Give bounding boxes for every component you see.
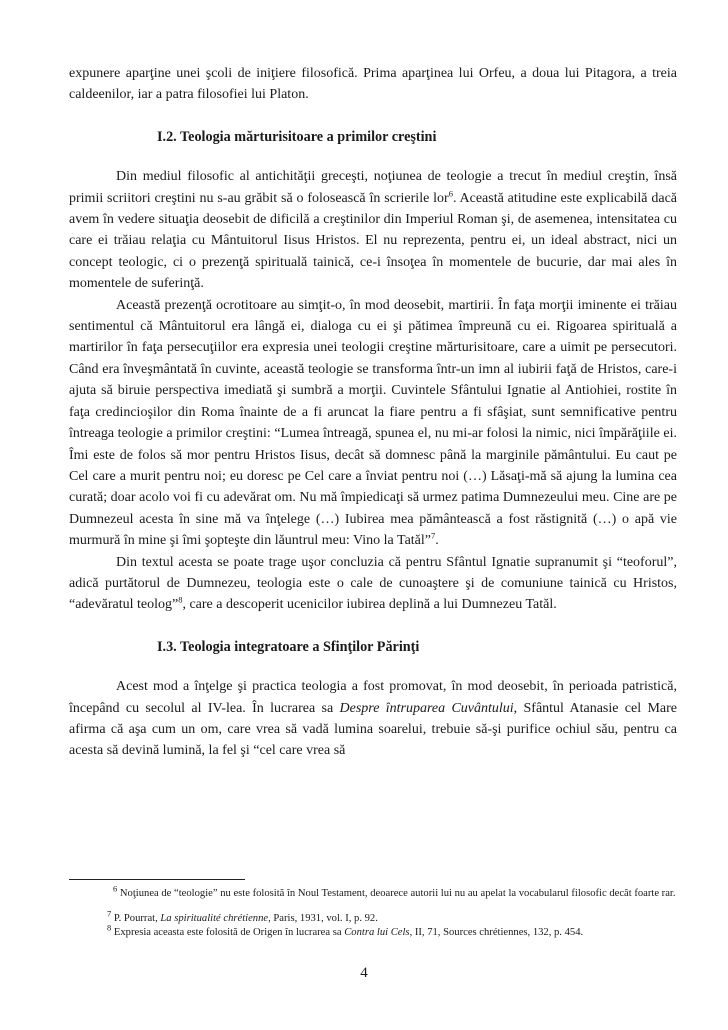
footnote-text: P. Pourrat,	[111, 912, 161, 924]
footnote-text: , II, 71, Sources chrétiennes, 132, p. 454.	[409, 927, 584, 938]
footnote-7	[69, 907, 677, 927]
work-title: Despre întruparea Cuvântului	[339, 700, 514, 716]
intro-paragraph: expunere aparţine unei şcoli de iniţiere filosofică. Prima aparţinea lui Orfeu, a doua lui Pitagora, a treia caldeenilor, iar a patra filosofiei lui Platon.	[69, 66, 677, 103]
paragraph-text: .	[435, 533, 439, 549]
footnotes	[69, 883, 677, 941]
footnote-text: , Paris, 1931, vol. I, p. 92.	[268, 912, 378, 924]
footnote-text: Expresia aceasta este folosită de Origen în lucrarea sa	[111, 927, 345, 938]
page-number: 4	[360, 965, 368, 981]
section-heading-1-3: I.3. Teologia integratoare a Sfinţilor Părinţi	[157, 638, 420, 655]
paragraph-text: , Sfântul Atanasie cel Mare afirma că aşa cum un om, care vrea să vadă lumina soarelui, trebuie să-şi purifice ochiul său, pentru ca acesta să devină lumină, la fel şi “cel care vrea să	[69, 700, 677, 759]
page-body	[69, 63, 677, 762]
section-2-paragraph-1	[69, 166, 677, 294]
section-2-paragraph-2	[69, 295, 677, 552]
paragraph-text: Din mediul filosofic al antichităţii greceşti, noţiunea de teologie a trecut în mediul creştin, însă primii scriitori creştini nu s-au grăbit să o folosească în scrierile lor	[69, 169, 677, 206]
footnote-8	[69, 922, 677, 941]
section-3-paragraph-1	[69, 676, 677, 762]
footnote-work-title: Contra lui Cels	[344, 927, 410, 938]
footnote-ref-6[interactable]: 6	[448, 187, 453, 198]
footnote-separator	[69, 879, 245, 880]
footnote-ref-7[interactable]: 7	[431, 530, 436, 541]
footnote-number: 6	[113, 883, 118, 894]
footnote-number: 7	[107, 907, 112, 918]
footnote-work-title: La spiritualité chrétienne	[160, 912, 269, 924]
section-heading-1-2: I.2. Teologia mărturisitoare a primilor creştini	[157, 128, 437, 145]
footnote-text: Noţiunea de “teologie” nu este folosită în Noul Testament, deoarece autorii lui nu au apelat la vocabularul filosofic decât foarte rar.	[117, 888, 676, 899]
paragraph-text: Această prezenţă ocrotitoare au simţit-o, în mod deosebit, martirii. În faţa morţii iminente ei trăiau sentimentul că Mântuitorul era lângă ei, dialoga cu ei şi pătimea împreună cu ei. Rigoarea spirituală a martirilor în faţa persecuţiilor era expresia unei teologii creştine mărturisitoare, care a uimit pe persecutori. Când era înveşmântată în cuvinte, această teologie se transforma într-un imn al iubirii faţă de Hristos, care-i ajuta să biruie perspectiva imediată şi sumbră a morţii. Cuvintele Sfântului Ignatie al Antiohiei, rostite în faţa credincioşilor din Roma înainte de a fi aruncat la fiare pentru a fi sfâşiat, sunt semnificative pentru întreaga teologie a primilor creştini: “Lumea întreagă, spunea el, nu mi-ar folosi la nimic, nici împărăţiile ei. Îmi este de folos să mor pentru Hristos Iisus, decât să domnesc până la marginile pământului. Eu caut pe Cel care a murit pentru noi; eu doresc pe Cel care a înviat pentru noi (…) Lăsaţi-mă să ajung la lumina cea curată; doar acolo voi fi cu adevărat om. Nu mă împiedicaţi să urmez patima Dumnezeului meu. Cine are pe Dumnezeul acesta în sine mă va înţelege (…) Iubirea mea pământească a fost răstignită (…) o apă vie murmură în mine şi îmi şopteşte din lăuntrul meu: Vino la Tatăl”	[69, 297, 677, 549]
paragraph-text: Din textul acesta se poate trage uşor concluzia că pentru Sfântul Ignatie supranumit şi “teoforul”, adică purtătorul de Dumnezeu, teologia este o cale de cunoaştere şi de comuniune tainică cu Hristos, “adevăratul teolog”	[69, 554, 677, 613]
footnote-ref-8[interactable]: 8	[178, 594, 183, 605]
footnote-number: 8	[107, 922, 112, 933]
footnote-6	[69, 883, 677, 902]
paragraph-text: , care a descoperit ucenicilor iubirea deplină a lui Dumnezeu Tatăl.	[182, 597, 557, 613]
paragraph-text: . Această atitudine este explicabilă dacă avem în vedere situaţia deosebit de dificilă a creştinilor din Imperiul Roman şi, de asemenea, intensitatea cu care ei trăiau relaţia cu Mântuitorul Iisus Hristos. El nu reprezenta, pentru ei, un ideal abstract, nici un concept teologic, ci o prezenţă spirituală tainică, ce-i însoţea în momentele de bucurie, dar mai ales în momentele de suferinţă.	[69, 190, 677, 292]
section-2-paragraph-3	[69, 552, 677, 616]
paragraph-text: Acest mod a înţelge şi practica teologia a fost promovat, în mod deosebit, în perioada patristică, începând cu secolul al IV-lea. În lucrarea sa	[69, 679, 677, 716]
